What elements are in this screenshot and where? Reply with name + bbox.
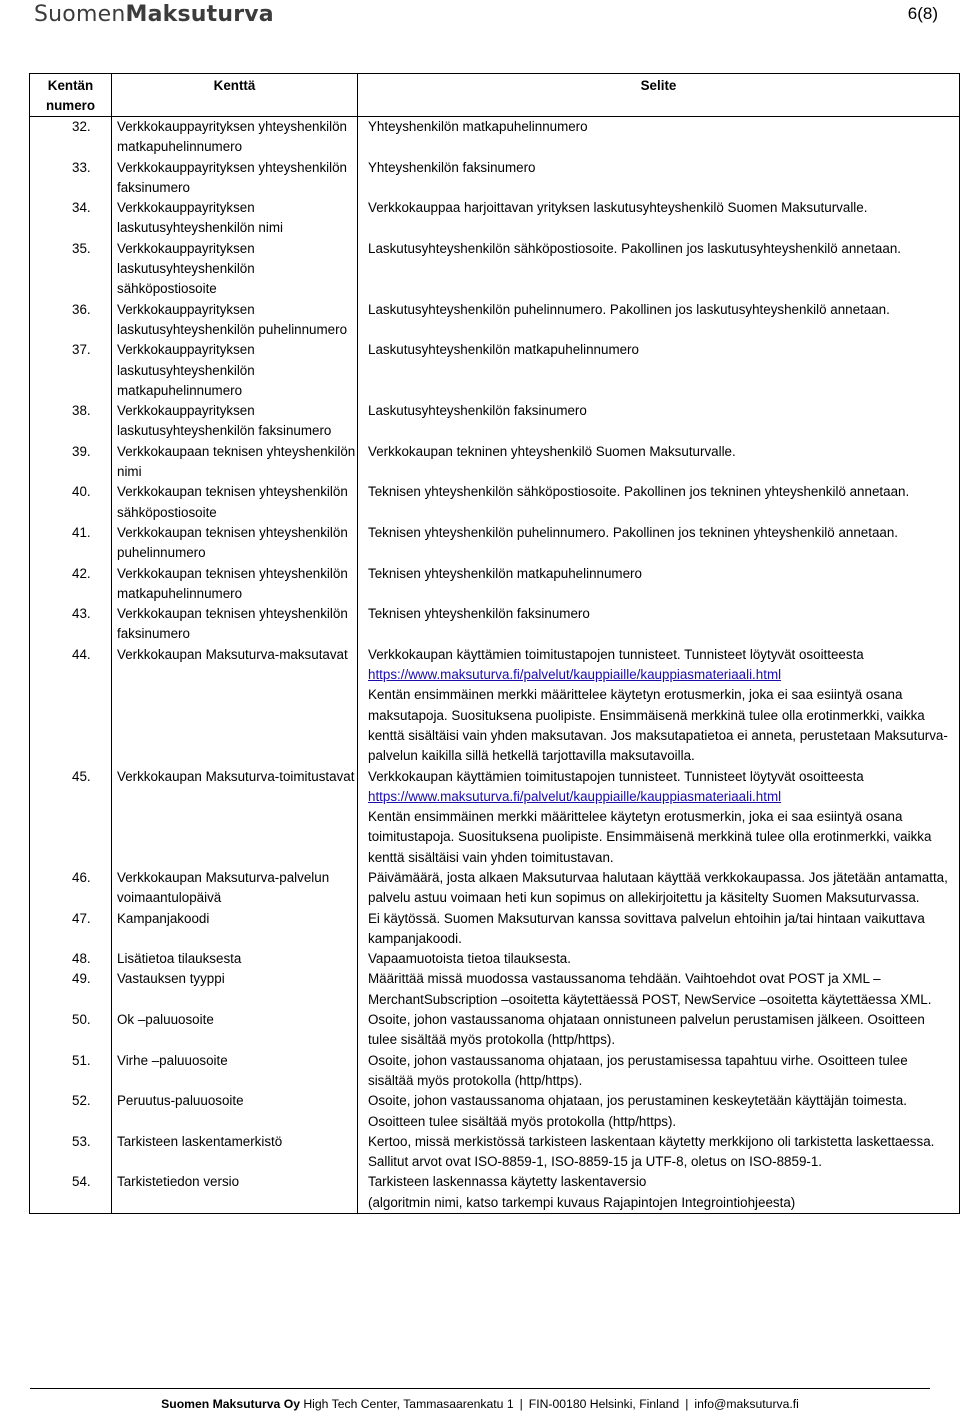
description-cell xyxy=(358,1051,960,1092)
table-row xyxy=(30,949,960,969)
field-name-cell: Verkkokaupan Maksuturva-palvelun voimaantulopäivä xyxy=(112,868,358,909)
field-number-cell: 39. xyxy=(30,442,112,483)
description-text: Teknisen yhteyshenkilön faksinumero xyxy=(368,606,590,622)
field-name-cell: Ok –paluuosoite xyxy=(112,1010,358,1051)
field-name-cell: Tarkisteen laskentamerkistö xyxy=(112,1132,358,1173)
field-number-cell: 48. xyxy=(30,949,112,969)
company-logo xyxy=(34,2,274,27)
description-text: Verkkokaupan tekninen yhteyshenkilö Suomen Maksuturvalle. xyxy=(368,443,736,459)
table-row xyxy=(30,239,960,300)
table-row xyxy=(30,158,960,199)
field-number-cell: 50. xyxy=(30,1010,112,1051)
description-text: Verkkokauppaa harjoittavan yrityksen laskutusyhteyshenkilö Suomen Maksuturvalle. xyxy=(368,200,868,216)
description-details: Kentän ensimmäinen merkki määrittelee käytetyn erotusmerkin, joka ei saa esiintyä osana toimitustapoja. Suosituksena puolipiste. Ensimmäisenä merkkinä tulee olla erotinmerkki, vaikka kenttä sisältäisi vain yhden toimitustavan. xyxy=(368,809,932,865)
field-name-cell: Verkkokaupan Maksuturva-toimitustavat xyxy=(112,767,358,868)
header-description: Selite xyxy=(358,74,960,117)
table-body xyxy=(30,117,960,1214)
table-row xyxy=(30,117,960,158)
field-name-cell: Verkkokauppayrityksen laskutusyhteyshenkilön nimi xyxy=(112,198,358,239)
header-field-number: Kentän numero xyxy=(30,74,112,117)
field-name-cell: Verkkokaupan teknisen yhteyshenkilön faksinumero xyxy=(112,604,358,645)
description-cell xyxy=(358,1091,960,1132)
description-cell xyxy=(358,949,960,969)
table-row xyxy=(30,868,960,909)
description-text: Osoite, johon vastaussanoma ohjataan onnistuneen palvelun perustamisen jälkeen. Osoitteen tulee sisältää myös protokolla (http/https). xyxy=(368,1012,925,1048)
field-name-cell: Verkkokauppayrityksen yhteyshenkilön faksinumero xyxy=(112,158,358,199)
table-row xyxy=(30,1010,960,1051)
table-row xyxy=(30,1172,960,1213)
field-number-cell: 51. xyxy=(30,1051,112,1092)
page-header xyxy=(0,0,960,36)
table-row xyxy=(30,564,960,605)
description-text: Teknisen yhteyshenkilön sähköpostiosoite. Pakollinen jos tekninen yhteyshenkilö annetaan. xyxy=(368,484,910,500)
description-cell xyxy=(358,442,960,483)
logo-text-suomen: Suomen xyxy=(34,2,126,27)
field-name-cell: Verkkokauppayrityksen laskutusyhteyshenkilön sähköpostiosoite xyxy=(112,239,358,300)
description-cell xyxy=(358,198,960,239)
field-number-cell: 43. xyxy=(30,604,112,645)
table-row xyxy=(30,1051,960,1092)
table-row xyxy=(30,442,960,483)
field-name-cell: Verkkokaupaan teknisen yhteyshenkilön nimi xyxy=(112,442,358,483)
field-name-cell: Verkkokaupan teknisen yhteyshenkilön puhelinnumero xyxy=(112,523,358,564)
field-number-cell: 46. xyxy=(30,868,112,909)
description-cell xyxy=(358,604,960,645)
field-name-cell: Verkkokauppayrityksen yhteyshenkilön matkapuhelinnumero xyxy=(112,117,358,158)
table-row xyxy=(30,523,960,564)
field-name-cell: Verkkokauppayrityksen laskutusyhteyshenkilön puhelinnumero xyxy=(112,300,358,341)
field-name-cell: Verkkokaupan teknisen yhteyshenkilön matkapuhelinnumero xyxy=(112,564,358,605)
field-number-cell: 36. xyxy=(30,300,112,341)
field-name-cell: Tarkistetiedon versio xyxy=(112,1172,358,1213)
field-name-cell: Verkkokauppayrityksen laskutusyhteyshenkilön matkapuhelinnumero xyxy=(112,340,358,401)
table-row xyxy=(30,604,960,645)
description-cell xyxy=(358,868,960,909)
description-text: Yhteyshenkilön faksinumero xyxy=(368,159,536,175)
description-cell xyxy=(358,969,960,1010)
description-cell xyxy=(358,401,960,442)
logo-text-maksuturva: Maksuturva xyxy=(125,2,274,27)
field-number-cell: 37. xyxy=(30,340,112,401)
description-cell xyxy=(358,909,960,950)
table-row xyxy=(30,340,960,401)
field-number-cell: 41. xyxy=(30,523,112,564)
table-row xyxy=(30,645,960,767)
field-number-cell: 40. xyxy=(30,482,112,523)
page-number: 6(8) xyxy=(907,4,938,23)
field-number-cell: 49. xyxy=(30,969,112,1010)
field-name-cell: Virhe –paluuosoite xyxy=(112,1051,358,1092)
field-name-cell: Peruutus-paluuosoite xyxy=(112,1091,358,1132)
field-table xyxy=(29,73,960,1214)
description-text: Ei käytössä. Suomen Maksuturvan kanssa sovittava palvelun ehtoihin ja/tai hintaan vaikuttava kampanjakoodi. xyxy=(368,910,925,946)
description-text: Vapaamuotoista tietoa tilauksesta. xyxy=(368,951,571,967)
description-text: Verkkokaupan käyttämien toimitustapojen tunnisteet. Tunnisteet löytyvät osoitteesta xyxy=(368,768,864,784)
description-text: Yhteyshenkilön matkapuhelinnumero xyxy=(368,119,588,134)
description-text: Osoite, johon vastaussanoma ohjataan, jos perustaminen keskeytetään käyttäjän toimesta. Osoitteen tulee sisältää myös protokolla (http/https). xyxy=(368,1093,907,1129)
field-name-cell: Verkkokaupan Maksuturva-maksutavat xyxy=(112,645,358,767)
table-row xyxy=(30,300,960,341)
description-cell xyxy=(358,564,960,605)
description-cell xyxy=(358,523,960,564)
field-number-cell: 32. xyxy=(30,117,112,158)
table-row xyxy=(30,1091,960,1132)
field-number-cell: 42. xyxy=(30,564,112,605)
table-row xyxy=(30,401,960,442)
description-text: Tarkisteen laskennassa käytetty laskentaversio xyxy=(368,1174,647,1190)
description-text: Kertoo, missä merkistössä tarkisteen laskentaan käytetty merkkijono oli tarkistetta laskettaessa. Sallitut arvot ovat ISO-8859-1, ISO-8859-15 ja UTF-8, oletus on ISO-8859-1. xyxy=(368,1133,935,1170)
description-cell xyxy=(358,1132,960,1173)
footer-company: Suomen Maksuturva Oy xyxy=(161,1397,300,1411)
table-row xyxy=(30,1132,960,1173)
field-number-cell: 52. xyxy=(30,1091,112,1132)
description-text: Laskutusyhteyshenkilön puhelinnumero. Pakollinen jos laskutusyhteyshenkilö annetaan. xyxy=(368,301,890,317)
description-text: Verkkokaupan käyttämien toimitustapojen tunnisteet. Tunnisteet löytyvät osoitteesta xyxy=(368,646,864,662)
description-cell xyxy=(358,1010,960,1051)
materials-link[interactable]: https://www.maksuturva.fi/palvelut/kauppiaille/kauppiasmateriaali.html xyxy=(368,788,782,804)
footer-address: High Tech Center, Tammasaarenkatu 1 xyxy=(303,1397,514,1411)
field-number-cell: 35. xyxy=(30,239,112,300)
description-text: Päivämäärä, josta alkaen Maksuturvaa halutaan käyttää verkkokaupassa. Jos jätetään antamatta, palvelu astuu voimaan heti kun sopimus on allekirjoitettu ja käsitelty Suomen Maksuturvassa. xyxy=(368,869,948,906)
page-footer: Suomen Maksuturva Oy High Tech Center, Tammasaarenkatu 1 | FIN-00180 Helsinki, Finland | info@maksuturva.fi xyxy=(161,1397,799,1411)
description-cell xyxy=(358,158,960,199)
table-row xyxy=(30,969,960,1010)
footer-email: info@maksuturva.fi xyxy=(694,1397,799,1411)
table-header-row xyxy=(30,74,960,117)
footer-city: FIN-00180 Helsinki, Finland xyxy=(528,1397,680,1411)
description-cell xyxy=(358,117,960,158)
description-cell xyxy=(358,767,960,868)
field-number-cell: 34. xyxy=(30,198,112,239)
description-cell xyxy=(358,239,960,300)
table-row xyxy=(30,198,960,239)
field-number-cell: 33. xyxy=(30,158,112,199)
field-number-cell: 44. xyxy=(30,645,112,767)
description-text: Osoite, johon vastaussanoma ohjataan, jos perustamisessa tapahtuu virhe. Osoitteen tulee sisältää myös protokolla (http/https). xyxy=(368,1052,908,1088)
table-row xyxy=(30,767,960,868)
header-field-name: Kenttä xyxy=(112,74,358,117)
table-row xyxy=(30,909,960,950)
table-row xyxy=(30,482,960,523)
field-name-cell: Verkkokaupan teknisen yhteyshenkilön sähköpostiosoite xyxy=(112,482,358,523)
description-text: Laskutusyhteyshenkilön matkapuhelinnumero xyxy=(368,342,639,358)
description-text: Teknisen yhteyshenkilön puhelinnumero. Pakollinen jos tekninen yhteyshenkilö annetaan. xyxy=(368,524,899,540)
description-text: Laskutusyhteyshenkilön faksinumero xyxy=(368,403,587,419)
field-number-cell: 38. xyxy=(30,401,112,442)
description-text: Teknisen yhteyshenkilön matkapuhelinnumero xyxy=(368,565,642,581)
description-cell xyxy=(358,645,960,767)
description-text: Laskutusyhteyshenkilön sähköpostiosoite. Pakollinen jos laskutusyhteyshenkilö annetaan. xyxy=(368,240,901,256)
description-text: (algoritmin nimi, katso tarkempi kuvaus Rajapintojen Integrointiohjeesta) xyxy=(368,1194,796,1210)
field-number-cell: 54. xyxy=(30,1172,112,1213)
description-text: Määrittää missä muodossa vastaussanoma tehdään. Vaihtoehdot ovat POST ja XML – MerchantSubscription –osoitetta käytettäessä POST, NewService –osoitetta käytettäessa XML. xyxy=(368,971,932,1007)
description-cell xyxy=(358,340,960,401)
field-name-cell: Kampanjakoodi xyxy=(112,909,358,950)
field-number-cell: 45. xyxy=(30,767,112,868)
field-table-container xyxy=(29,73,959,1214)
description-cell xyxy=(358,482,960,523)
field-name-cell: Lisätietoa tilauksesta xyxy=(112,949,358,969)
field-number-cell: 53. xyxy=(30,1132,112,1173)
field-number-cell: 47. xyxy=(30,909,112,950)
description-cell xyxy=(358,1172,960,1213)
description-cell xyxy=(358,300,960,341)
footer-divider xyxy=(30,1388,930,1389)
field-name-cell: Vastauksen tyyppi xyxy=(112,969,358,1010)
materials-link[interactable]: https://www.maksuturva.fi/palvelut/kauppiaille/kauppiasmateriaali.html xyxy=(368,667,782,683)
description-details: Kentän ensimmäinen merkki määrittelee käytetyn erotusmerkin, joka ei saa esiintyä osana maksutapoja. Suosituksena puolipiste. Ensimmäisenä merkkinä tulee olla erotinmerkki, vaikka kenttä sisältäisi vain yhden maksutavan. Jos maksutapatietoa ei anneta, perustetaan Maksuturva-palvelun kaikilla sillä hetkellä tarjottavilla maksutavoilla. xyxy=(368,687,948,764)
field-name-cell: Verkkokauppayrityksen laskutusyhteyshenkilön faksinumero xyxy=(112,401,358,442)
